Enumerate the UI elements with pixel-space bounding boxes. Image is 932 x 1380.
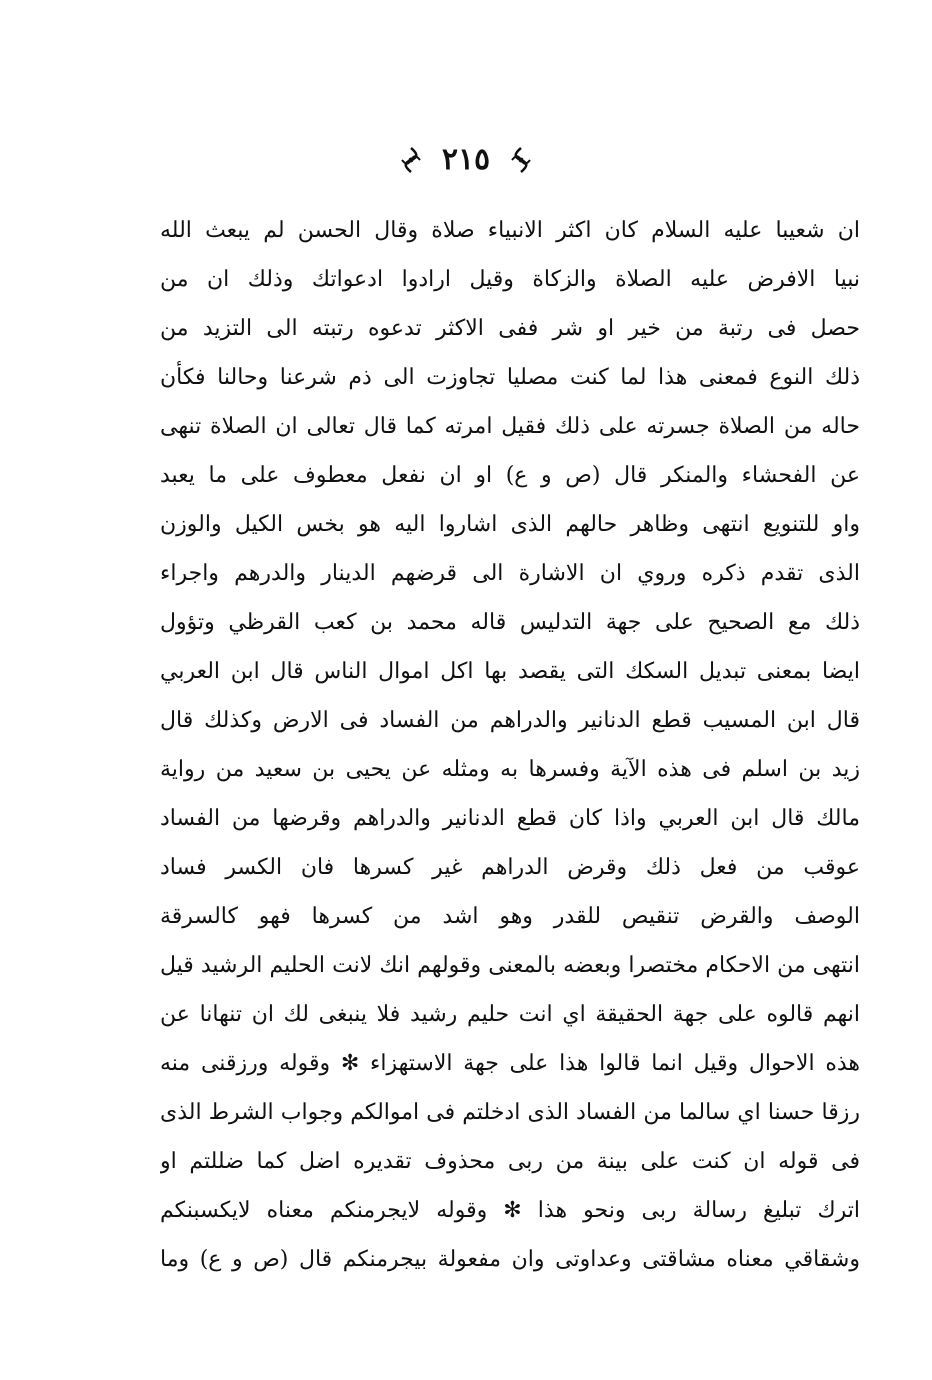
ornament-icon xyxy=(396,145,426,175)
text-line: عوقب من فعل ذلك وقرض الدراهم غير كسرها فان الكسر فساد xyxy=(160,855,860,880)
text-line: نبيا الافرض عليه الصلاة والزكاة وقيل ارادوا ادعواتك وذلك ان من xyxy=(160,267,860,292)
text-line: ذلك مع الصحيح على جهة التدليس قاله محمد بن كعب القرظي وتؤول xyxy=(160,610,860,635)
text-line: انتهى من الاحكام مختصرا وبعضه بالمعنى وقولهم انك لانت الحليم الرشيد قيل xyxy=(160,953,860,978)
text-line: فى قوله ان كنت على بينة من ربى محذوف تقديره اضل كما ضللتم او xyxy=(160,1149,860,1174)
text-line: حصل فى رتبة من خير او شر ففى الاكثر تدعوه رتبته الى التزيد من xyxy=(160,316,860,341)
text-line: الوصف والقرض تنقيص للقدر وهو اشد من كسرها فهو كالسرقة xyxy=(160,904,860,929)
text-line: عن الفحشاء والمنكر قال (ص و ع) او ان نفعل معطوف على ما يعبد xyxy=(160,463,860,488)
ornament-icon xyxy=(506,145,536,175)
text-line: انهم قالوه على جهة الحقيقة اي انت حليم رشيد فلا ينبغى لك ان تنهانا عن xyxy=(160,1002,860,1027)
text-line: هذه الاحوال وقيل انما قالوا هذا على جهة الاستهزاء ✻ وقوله ورزقنى منه xyxy=(160,1051,860,1076)
text-line: ذلك النوع فمعنى هذا لما كنت مصليا تجاوزت الى ذم شرعنا وحالنا فكأن xyxy=(160,365,860,390)
text-line: ايضا بمعنى تبديل السكك التى يقصد بها اكل اموال الناس قال ابن العربي xyxy=(160,659,860,684)
text-line: زيد بن اسلم فى هذه الآية وفسرها به ومثله عن يحيى بن سعيد من رواية xyxy=(160,757,860,782)
text-line: اترك تبليغ رسالة ربى ونحو هذا ✻ وقوله لايجرمنكم معناه لايكسبنكم xyxy=(160,1198,860,1223)
text-line: ان شعيبا عليه السلام كان اكثر الانبياء صلاة وقال الحسن لم يبعث الله xyxy=(160,218,860,243)
text-line: مالك قال ابن العربي واذا كان قطع الدنانير والدراهم وقرضها من الفساد xyxy=(160,806,860,831)
page-number: ٢١٥ xyxy=(441,142,491,177)
text-line: واو للتنويع انتهى وظاهر حالهم الذى اشاروا اليه هو بخس الكيل والوزن xyxy=(160,512,860,537)
body-text xyxy=(160,206,860,1284)
text-line: رزقا حسنا اي سالما من الفساد الذى ادخلتم فى اموالكم وجواب الشرط الذى xyxy=(160,1100,860,1125)
text-line: قال ابن المسيب قطع الدنانير والدراهم من الفساد فى الارض وكذلك قال xyxy=(160,708,860,733)
text-line: وشقاقي معناه مشاقتى وعداوتى وان مفعولة بيجرمنكم قال (ص و ع) وما xyxy=(160,1247,860,1272)
text-line: الذى تقدم ذكره وروي ان الاشارة الى قرضهم الدينار والدرهم واجراء xyxy=(160,561,860,586)
text-line: حاله من الصلاة جسرته على ذلك فقيل امرته كما قال تعالى ان الصلاة تنهى xyxy=(160,414,860,439)
page-header xyxy=(0,138,932,182)
